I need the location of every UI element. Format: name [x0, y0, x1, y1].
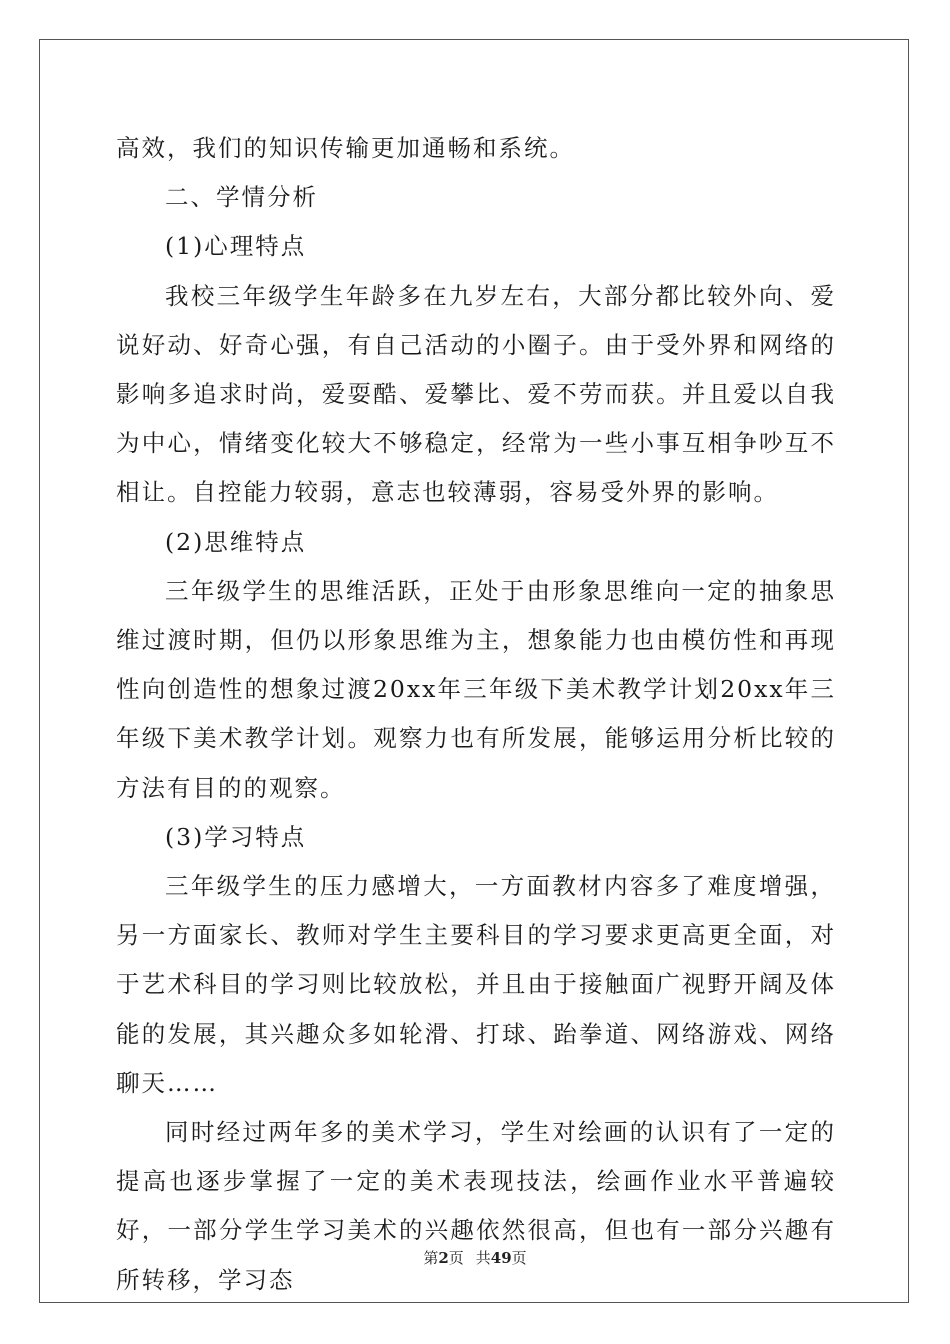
footer-total-prefix: 共 [475, 1249, 491, 1267]
document-body [116, 124, 836, 1305]
paragraph-psychology: 我校三年级学生年龄多在九岁左右，大部分都比较外向、爱说好动、好奇心强，有自己活动的小圈子。由于受外界和网络的影响多追求时尚，爱耍酷、爱攀比、爱不劳而获。并且爱以自我为中心，情绪变化较大不够稳定，经常为一些小事互相争吵互不相让。自控能力较弱，意志也较薄弱，容易受外界的影响。 [116, 281, 836, 507]
page-footer [0, 1247, 950, 1268]
footer-page-number: 2 [438, 1249, 449, 1267]
paragraph-thinking: 三年级学生的思维活跃，正处于由形象思维向一定的抽象思维过渡时期，但仍以形象思维为主，想象能力也由模仿性和再现性向创造性的想象过渡20xx年三年级下美术教学计划20xx年三年级下美术教学计划。观察力也有所发展，能够运用分析比较的方法有目的的观察。 [116, 576, 836, 802]
footer-page-prefix: 第 [423, 1249, 439, 1267]
footer-total-suffix: 页 [511, 1249, 527, 1267]
subheading-learning: (3)学习特点 [165, 822, 307, 851]
paragraph-art-study: 同时经过两年多的美术学习，学生对绘画的认识有了一定的提高也逐步掌握了一定的美术表现技法，绘画作业水平普遍较好，一部分学生学习美术的兴趣依然很高，但也有一部分兴趣有所转移，学习态 [116, 1118, 836, 1294]
section-heading-learning-analysis: 二、学情分析 [165, 183, 318, 212]
footer-page-suffix: 页 [448, 1249, 464, 1267]
paragraph-continuation: 高效，我们的知识传输更加通畅和系统。 [116, 134, 575, 162]
subheading-thinking: (2)思维特点 [165, 527, 307, 556]
footer-total-pages: 49 [490, 1249, 512, 1267]
subheading-psychology: (1)心理特点 [165, 232, 307, 261]
paragraph-learning: 三年级学生的压力感增大，一方面教材内容多了难度增强，另一方面家长、教师对学生主要科目的学习要求更高更全面，对于艺术科目的学习则比较放松，并且由于接触面广视野开阔及体能的发展，其兴趣众多如轮滑、打球、跆拳道、网络游戏、网络聊天…… [116, 872, 836, 1097]
